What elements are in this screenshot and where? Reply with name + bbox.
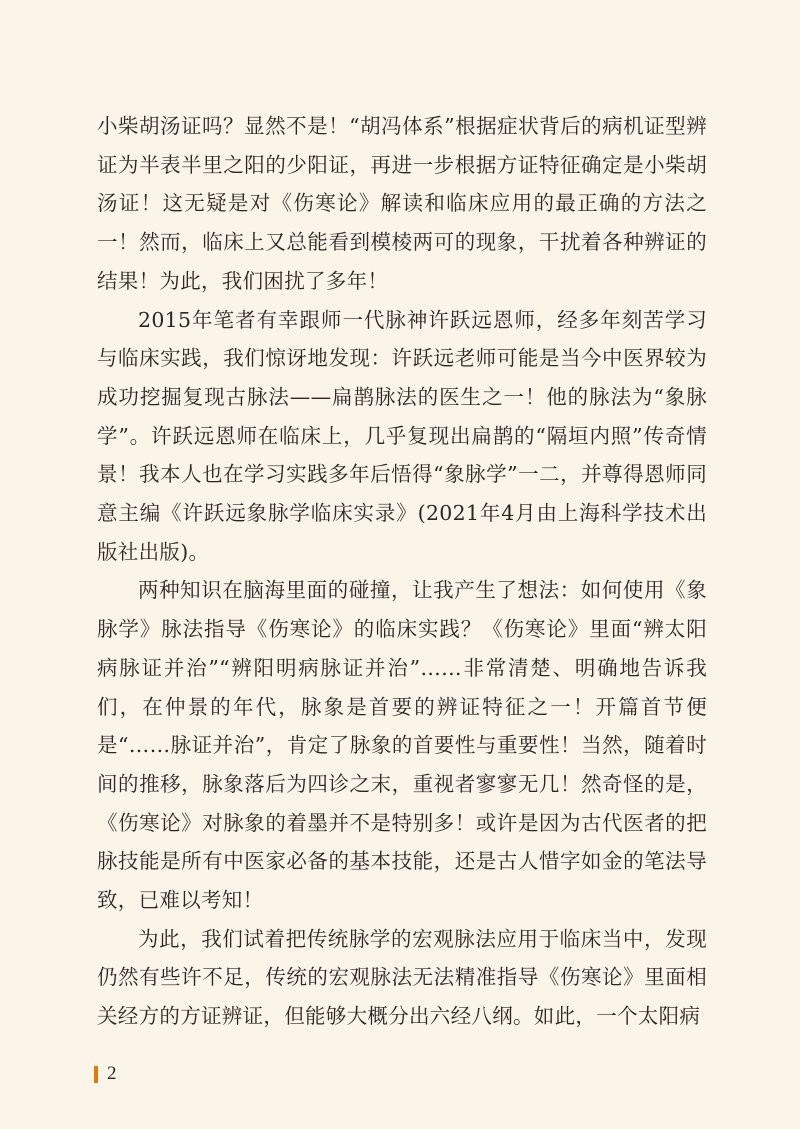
paragraph: 2015年笔者有幸跟师一代脉神许跃远恩师，经多年刻苦学习与临床实践，我们惊讶地发现：许跃远老师可能是当今中医界较为成功挖掘复现古脉法——扁鹊脉法的医生之一！他的脉法为“象脉学”。许跃远恩师在临床上，几乎复现出扁鹊的“隔垣内照”传奇情景！我本人也在学习实践多年后悟得“象脉学”一二，并尊得恩师同意主编《许跃远象脉学临床实录》(2021年4月由上海科学技术出版社出版)。 (97, 307, 707, 564)
paragraph: 小柴胡汤证吗？显然不是！“胡冯体系”根据症状背后的病机证型辨证为半表半里之阳的少阳证，再进一步根据方证特征确定是小柴胡汤证！这无疑是对《伤寒论》解读和临床应用的最正确的方法之一！然而，临床上又总能看到模棱两可的现象，干扰着各种辨证的结果！为此，我们困扰了多年！ (97, 114, 707, 293)
page-number: 2 (107, 1063, 117, 1084)
page-body (97, 107, 707, 1036)
paragraph: 为此，我们试着把传统脉学的宏观脉法应用于临床当中，发现仍然有些许不足，传统的宏观脉法无法精准指导《伤寒论》里面相关经方的方证辨证，但能够大概分出六经八纲。如此，一个太阳病 (97, 926, 707, 1029)
paragraph: 两种知识在脑海里面的碰撞，让我产生了想法：如何使用《象脉学》脉法指导《伤寒论》的临床实践？《伤寒论》里面“辨太阳病脉证并治”“辨阳明病脉证并治”……非常清楚、明确地告诉我们，在仲景的年代，脉象是首要的辨证特征之一！开篇首节便是“……脉证并治”，肯定了脉象的首要性与重要性！当然，随着时间的推移，脉象落后为四诊之末，重视者寥寥无几！然奇怪的是，《伤寒论》对脉象的着墨并不是特别多！或许是因为古代医者的把脉技能是所有中医家必备的基本技能，还是古人惜字如金的笔法导致，已难以考知！ (97, 578, 707, 913)
page-footer (94, 1062, 117, 1086)
footer-accent-bar (94, 1066, 98, 1083)
